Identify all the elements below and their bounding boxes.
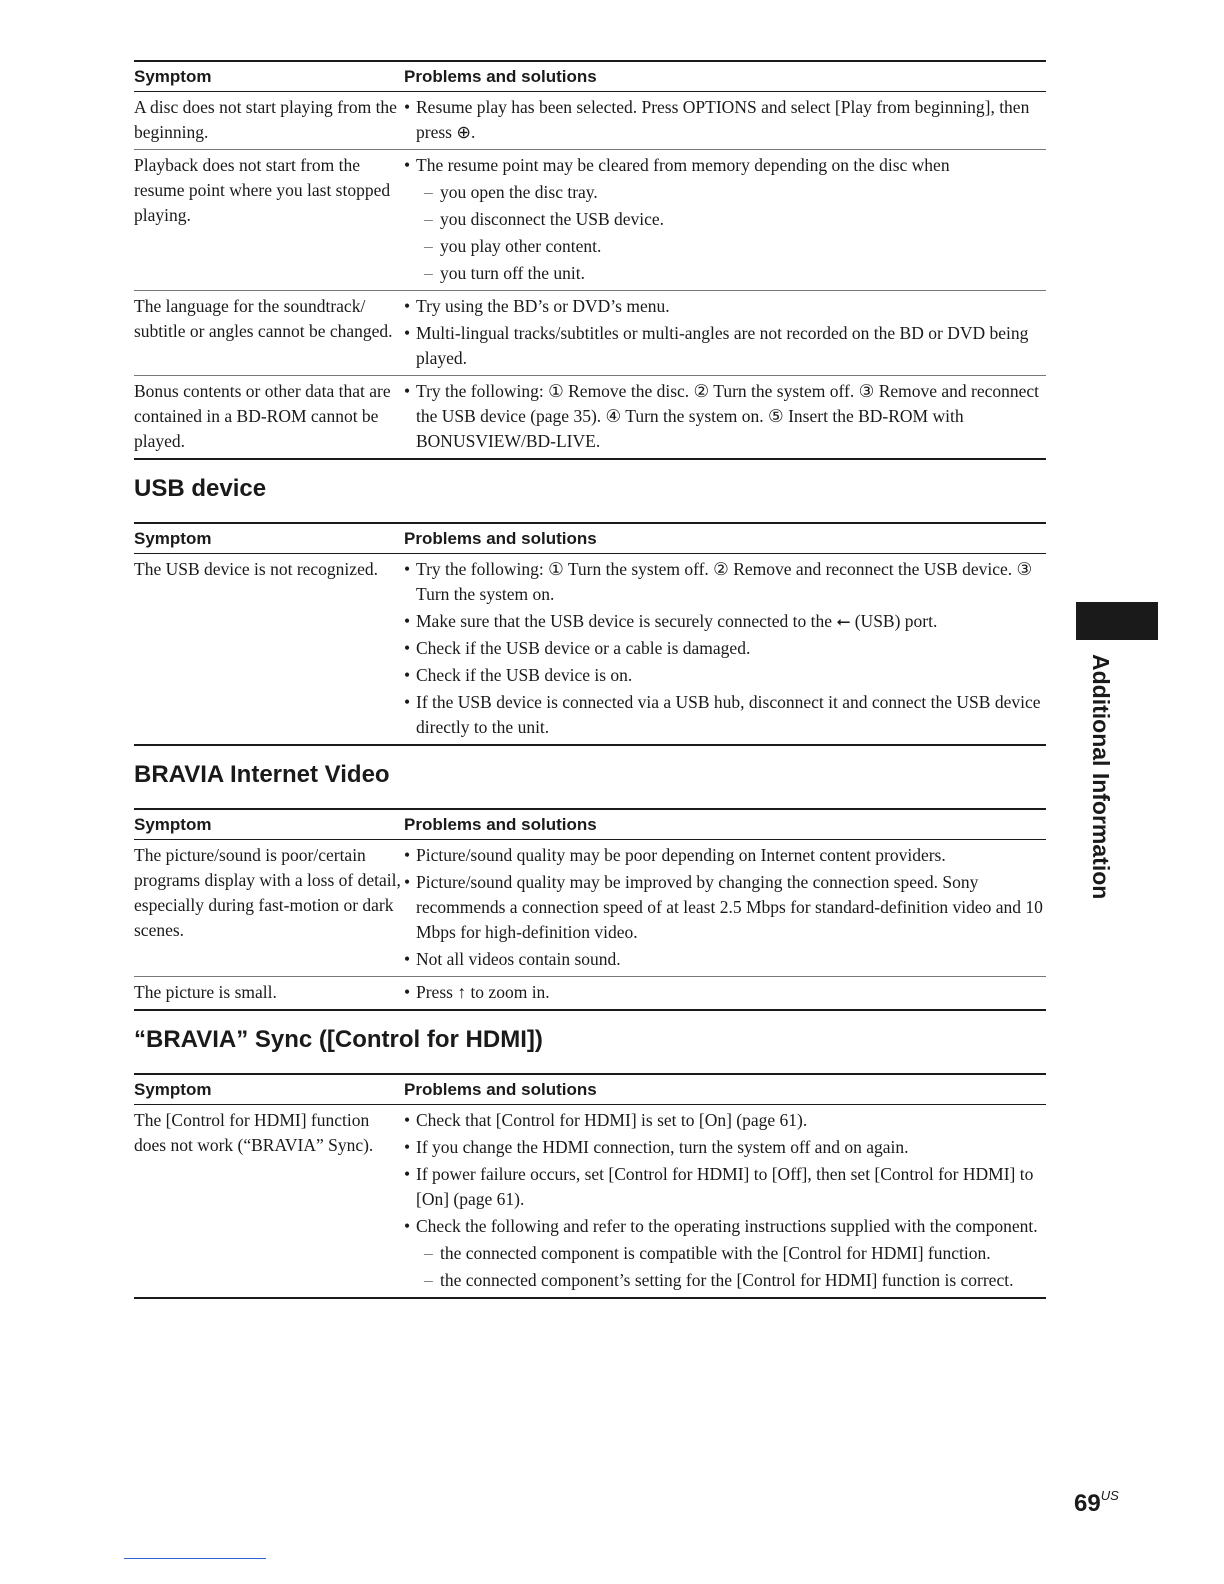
- section-title-usb: USB device: [134, 475, 267, 502]
- page-content: [134, 60, 1046, 1299]
- page-number-suffix: US: [1100, 1488, 1119, 1503]
- solutions-cell: [404, 376, 1046, 460]
- table-disc-playback: [134, 60, 1046, 460]
- solution-item: • Try the following: ① Turn the system off. ② Remove and reconnect the USB device. ③ Turn the system on.: [404, 557, 1046, 607]
- solution-item: • Try the following: ① Remove the disc. ② Turn the system off. ③ Remove and reconnect the USB device (page 35). ④ Turn the system on. ⑤ Insert the BD-ROM with BONUSVIEW/BD-LIVE.: [404, 379, 1046, 454]
- solutions-cell: [404, 291, 1046, 376]
- symptom-cell: The picture/sound is poor/certain programs display with a loss of detail, especially during fast-motion or dark scenes.: [134, 840, 404, 977]
- solutions-header: Problems and solutions: [404, 809, 1046, 840]
- symptom-cell: The [Control for HDMI] function does not work (“BRAVIA” Sync).: [134, 1105, 404, 1299]
- sub-item: – you play other content.: [416, 234, 1046, 259]
- sub-item: – you turn off the unit.: [416, 261, 1046, 286]
- solutions-header: Problems and solutions: [404, 61, 1046, 92]
- symptom-header: Symptom: [134, 1074, 404, 1105]
- solution-item: • Check if the USB device is on.: [404, 663, 1046, 688]
- table-bravia-sync: [134, 1073, 1046, 1299]
- table-row: [134, 150, 1046, 291]
- solution-item: • Picture/sound quality may be poor depending on Internet content providers.: [404, 843, 1046, 868]
- side-tab-label: Additional Information: [1088, 654, 1114, 900]
- solutions-cell: [404, 150, 1046, 291]
- solution-item: • If the USB device is connected via a USB hub, disconnect it and connect the USB device directly to the unit.: [404, 690, 1046, 740]
- solution-item: • Not all videos contain sound.: [404, 947, 1046, 972]
- table-row: [134, 291, 1046, 376]
- solutions-header: Problems and solutions: [404, 1074, 1046, 1105]
- sub-item: – the connected component is compatible with the [Control for HDMI] function.: [416, 1241, 1046, 1266]
- symptom-cell: Playback does not start from the resume point where you last stopped playing.: [134, 150, 404, 291]
- solution-item: • Press ↑ to zoom in.: [404, 980, 1046, 1005]
- footer-rule: [124, 1558, 266, 1559]
- symptom-cell: A disc does not start playing from the beginning.: [134, 92, 404, 150]
- symptom-header: Symptom: [134, 809, 404, 840]
- table-row: [134, 92, 1046, 150]
- table-bravia-internet-video: [134, 808, 1046, 1011]
- sub-item: – you open the disc tray.: [416, 180, 1046, 205]
- symptom-cell: The picture is small.: [134, 977, 404, 1011]
- page-number: [1074, 1490, 1119, 1518]
- solution-item: • If you change the HDMI connection, turn the system off and on again.: [404, 1135, 1046, 1160]
- page-number-value: 69: [1074, 1490, 1101, 1517]
- table-row: [134, 554, 1046, 746]
- sub-item: – the connected component’s setting for the [Control for HDMI] function is correct.: [416, 1268, 1046, 1293]
- solution-item: [404, 153, 1046, 286]
- solution-item: • Picture/sound quality may be improved by changing the connection speed. Sony recommends a connection speed of at least 2.5 Mbps for standard-definition video and 10 Mbps for high-definition video.: [404, 870, 1046, 945]
- table-row: [134, 1105, 1046, 1299]
- solution-text: Check the following and refer to the operating instructions supplied with the component.: [416, 1216, 1038, 1236]
- solution-item: • Try using the BD’s or DVD’s menu.: [404, 294, 1046, 319]
- section-title-bravia-internet-video: BRAVIA Internet Video: [134, 761, 390, 788]
- table-usb-device: [134, 522, 1046, 746]
- table-row: [134, 977, 1046, 1011]
- table-row: [134, 376, 1046, 460]
- solutions-cell: [404, 840, 1046, 977]
- solutions-header: Problems and solutions: [404, 523, 1046, 554]
- symptom-header: Symptom: [134, 523, 404, 554]
- solutions-cell: [404, 554, 1046, 746]
- table-row: [134, 840, 1046, 977]
- solution-item: • Make sure that the USB device is securely connected to the ⭠ (USB) port.: [404, 609, 1046, 634]
- symptom-cell: The USB device is not recognized.: [134, 554, 404, 746]
- symptom-header: Symptom: [134, 61, 404, 92]
- solution-item: • If power failure occurs, set [Control for HDMI] to [Off], then set [Control for HDMI] to [On] (page 61).: [404, 1162, 1046, 1212]
- solution-item: • Resume play has been selected. Press OPTIONS and select [Play from beginning], then press ⊕.: [404, 95, 1046, 145]
- solution-item: • Multi-lingual tracks/subtitles or multi-angles are not recorded on the BD or DVD being played.: [404, 321, 1046, 371]
- side-tab-marker: [1076, 602, 1158, 640]
- section-title-bravia-sync: “BRAVIA” Sync ([Control for HDMI]): [134, 1026, 543, 1053]
- solutions-cell: [404, 92, 1046, 150]
- solution-item: • Check that [Control for HDMI] is set to [On] (page 61).: [404, 1108, 1046, 1133]
- sub-item: – you disconnect the USB device.: [416, 207, 1046, 232]
- solutions-cell: [404, 1105, 1046, 1299]
- solution-text: The resume point may be cleared from memory depending on the disc when: [416, 155, 950, 175]
- symptom-cell: The language for the soundtrack/ subtitle or angles cannot be changed.: [134, 291, 404, 376]
- solutions-cell: [404, 977, 1046, 1011]
- solution-item: [404, 1214, 1046, 1293]
- solution-item: • Check if the USB device or a cable is damaged.: [404, 636, 1046, 661]
- symptom-cell: Bonus contents or other data that are contained in a BD-ROM cannot be played.: [134, 376, 404, 460]
